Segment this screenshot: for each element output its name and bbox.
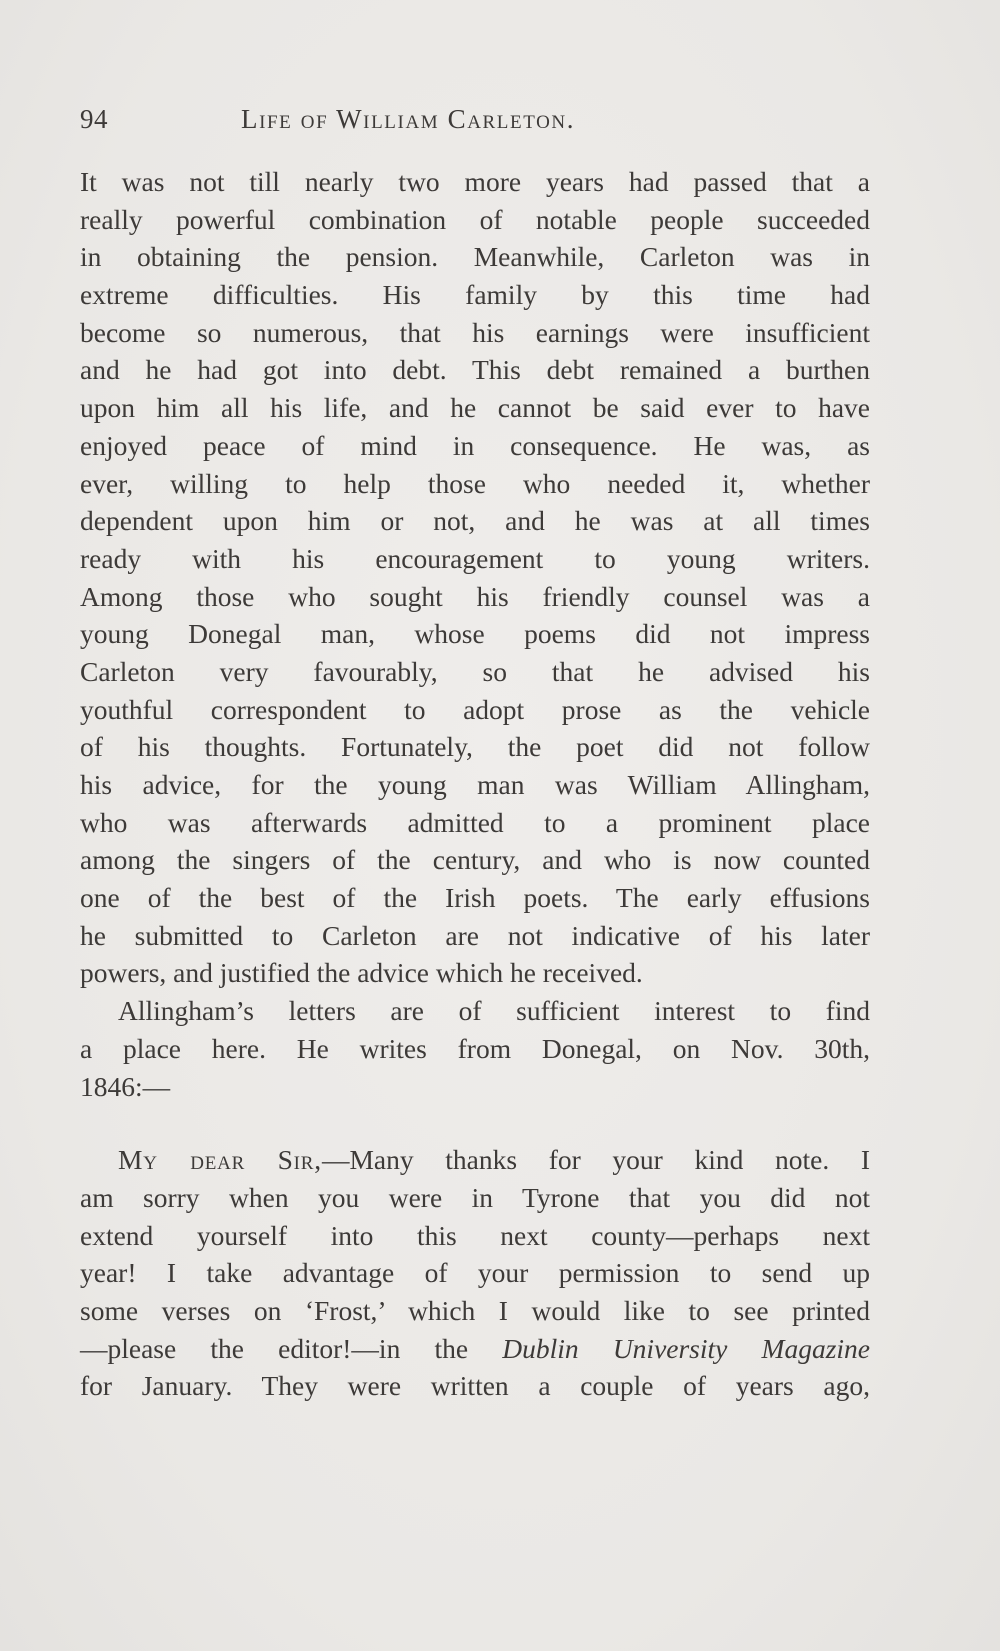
text-line: am sorry when you were in Tyrone that you did not xyxy=(80,1181,870,1213)
text-line: upon him all his life, and he cannot be said ever to have xyxy=(80,392,870,424)
text-line: one of the best of the Irish poets. The early effusions xyxy=(80,882,870,914)
text-line: powers, and justified the advice which he received. xyxy=(80,957,643,989)
text-line: ready with his encouragement to young writers. xyxy=(80,542,870,574)
text-line: and he had got into debt. This debt remained a burthen xyxy=(80,354,870,386)
text-line: year! I take advantage of your permission to send up xyxy=(80,1257,870,1289)
text-line: Among those who sought his friendly counsel was a xyxy=(80,580,870,612)
text-line: extreme difficulties. His family by this time had xyxy=(80,279,870,311)
letter-line-start: —please the editor!—in the xyxy=(80,1332,503,1364)
text-line: youthful correspondent to adopt prose as the vehicle xyxy=(80,693,870,725)
text-line xyxy=(80,1141,870,1179)
paragraph-allingham-letters xyxy=(80,992,870,1105)
text-line: for January. They were written a couple of years ago, xyxy=(80,1370,870,1402)
page-number: 94 xyxy=(80,104,108,134)
text-line: Carleton very favourably, so that he advised his xyxy=(80,655,870,687)
page-header xyxy=(80,104,870,144)
text-line: who was afterwards admitted to a prominent place xyxy=(80,806,870,838)
text-line: he submitted to Carleton are not indicative of his later xyxy=(80,919,870,951)
text-line: in obtaining the pension. Meanwhile, Carleton was in xyxy=(80,241,870,273)
magazine-title: Dublin University Magazine xyxy=(502,1332,870,1364)
text-line: extend yourself into this next county—perhaps next xyxy=(80,1219,870,1251)
text-line: really powerful combination of notable people succeeded xyxy=(80,203,870,235)
text-line: of his thoughts. Fortunately, the poet did not follow xyxy=(80,731,870,763)
text-line xyxy=(80,1330,870,1368)
running-title: Life of William Carleton. xyxy=(241,104,576,134)
letter-excerpt xyxy=(80,1141,870,1405)
text-line: 1846:— xyxy=(80,1070,171,1102)
text-line: dependent upon him or not, and he was at all times xyxy=(80,505,870,537)
text-line: become so numerous, that his earnings were insufficient xyxy=(80,316,870,348)
text-line: among the singers of the century, and who is now counted xyxy=(80,844,870,876)
text-line: a place here. He writes from Donegal, on Nov. 30th, xyxy=(80,1032,870,1064)
text-line: ever, willing to help those who needed it, whether xyxy=(80,467,870,499)
text-line: some verses on ‘Frost,’ which I would like to see printed xyxy=(80,1294,870,1326)
letter-line-rest: —Many thanks for your kind note. I xyxy=(321,1144,870,1176)
text-line: It was not till nearly two more years had passed that a xyxy=(80,166,870,197)
text-line: enjoyed peace of mind in consequence. He was, as xyxy=(80,429,870,461)
text-line: Allingham’s letters are of sufficient interest to find xyxy=(118,995,870,1027)
text-line: young Donegal man, whose poems did not impress xyxy=(80,618,870,650)
paragraph-pension xyxy=(80,163,870,992)
body-text xyxy=(80,163,870,1405)
paragraph-gap xyxy=(80,1105,870,1141)
text-line: his advice, for the young man was William Allingham, xyxy=(80,769,870,800)
letter-salutation: My dear Sir, xyxy=(118,1144,322,1176)
